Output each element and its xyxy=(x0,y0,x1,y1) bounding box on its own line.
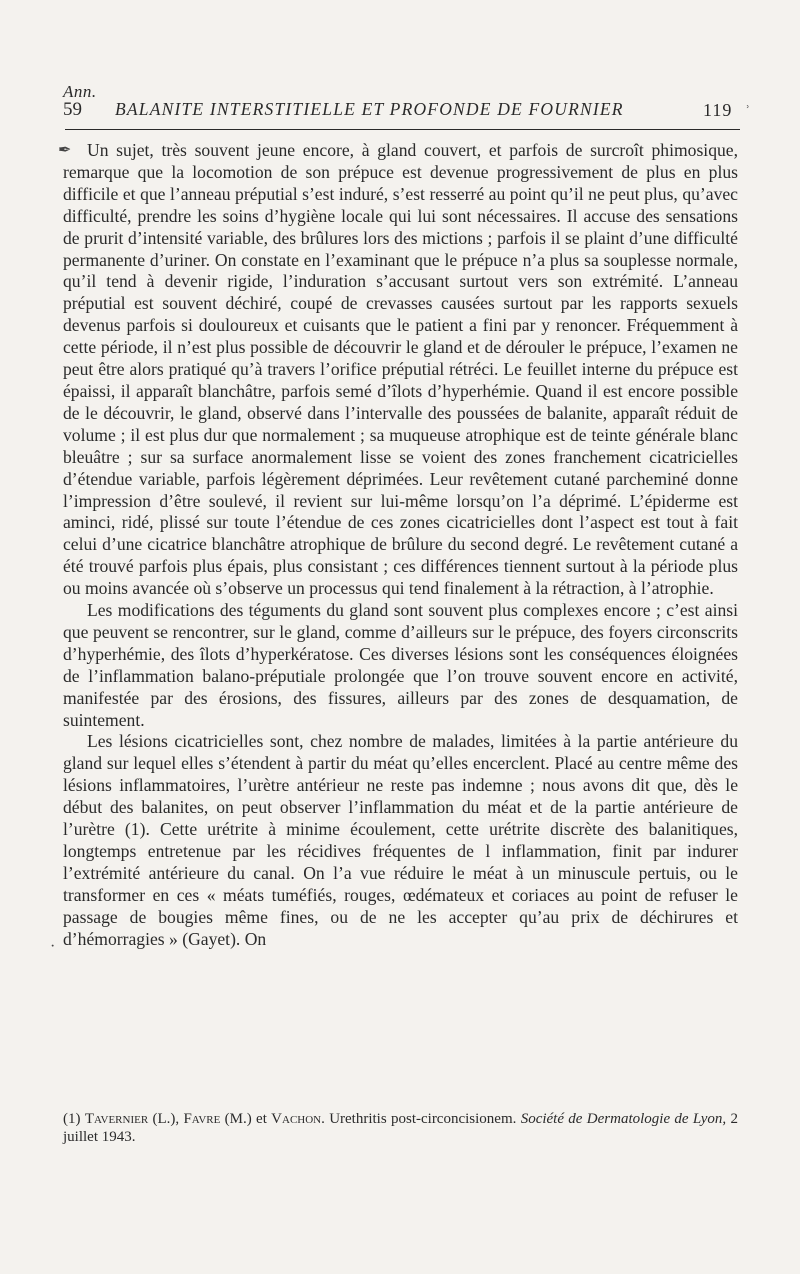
margin-mark-left: ✒ xyxy=(58,142,72,159)
running-head xyxy=(63,82,743,122)
footnote-author: Vachon. xyxy=(271,1111,325,1127)
margin-mark-dot: · xyxy=(50,938,56,955)
annotation-ann: Ann. xyxy=(63,82,97,101)
footnote-author: Tavernier xyxy=(84,1111,149,1127)
running-title: BALANITE INTERSTITIELLE ET PROFONDE DE FOURNIER xyxy=(115,99,624,119)
margin-mark-top: ˒ xyxy=(745,96,751,113)
page-number: 119 xyxy=(703,100,733,120)
footnote-number: (1) xyxy=(63,1111,81,1127)
body-text xyxy=(63,140,738,951)
volume-number: 59 xyxy=(63,99,82,120)
footnote-author: Favre xyxy=(183,1111,221,1127)
footnote-initial: (M.) et xyxy=(224,1111,267,1127)
footnote-title: Urethritis post-circoncisionem. xyxy=(329,1111,517,1127)
footnote xyxy=(63,1110,738,1146)
paragraph: Les lésions cicatricielles sont, chez nombre de malades, limitées à la partie antérieure du gland sur lequel elles s’étendent à partir du méat qu’elles encerclent. Placé au centre même des lésions inflammatoires, l’urètre antérieur ne reste pas indemne ; nous avons dit que, dès le début des balanites, on peut observer l’inflammation du méat et de la partie antérieure de l’urètre (1). Cette urétrite à minime écoulement, cette urétrite discrète des balanitiques, longtemps entretenue par les récidives fréquentes de l inflammation, finit par indurer l’extrémité antérieure du canal. On l’a vue réduire le méat à un minuscule pertuis, ou le transformer en ces « méats tuméfiés, rouges, œdémateux et coriaces au point de refuser le passage de bougies même fines, ou de ne les accepter qu’au prix de déchirures et d’hémorragies » (Gayet). On xyxy=(63,731,738,949)
paragraph: Un sujet, très souvent jeune encore, à gland couvert, et parfois de surcroît phimosique, remarque que la locomotion de son prépuce est devenue progressivement de plus en plus difficile et que l’anneau préputial s’est induré, s’est resserré au point qu’il ne peut plus, qu’avec difficulté, prendre les soins d’hygiène locale qui lui sont nécessaires. Il accuse des sensations de prurit d’intensité variable, des brûlures lors des mictions ; parfois il se plaint d’une difficulté permanente d’uriner. On constate en l’examinant que le prépuce n’a plus sa souplesse normale, qu’il tend à devenir rigide, l’induration s’accusant surtout vers son extrémité. L’anneau préputial est souvent déchiré, coupé de crevasses causées surtout par les rapports sexuels devenus parfois si douloureux et cuisants que le patient a fini par y renoncer. Fréquemment à cette période, il n’est plus possible de découvrir le gland et de dérouler le prépuce, l’examen ne peut être alors pratiqué qu’à travers l’orifice préputial rétréci. Le feuillet interne du prépuce est épaissi, il apparaît blanchâtre, parfois semé d’îlots d’hyperhémie. Quand il est encore possible de le découvrir, le gland, observé dans l’intervalle des poussées de balanite, apparaît réduit de volume ; il est plus dur que normalement ; sa muqueuse atrophique est de teinte générale blanc bleuâtre ; sur sa surface anormalement lisse se voient des zones franchement cicatricielles d’étendue variable, parfois légèrement déprimées. Leur revêtement cutané parcheminé donne l’impression d’être soulevé, il revient sur lui-même lorsqu’on l’a déprimé. L’épiderme est aminci, ridé, plissé sur toute l’étendue de ces zones cicatricielles dont l’aspect est tout à fait celui d’une cicatrice blanchâtre atrophique de brûlure du second degré. Le revêtement cutané a été trouvé parfois plus épais, plus consistant ; ces différences tiennent surtout à la période plus ou moins avancée où s’observe un processus qui tend finalement à la rétraction, à l’atrophie. xyxy=(63,140,738,599)
footnote-journal: Société de Dermatologie de Lyon, xyxy=(520,1111,727,1127)
paragraph: Les modifications des téguments du gland sont souvent plus complexes encore ; c’est ainsi que peuvent se rencontrer, sur le gland, comme d’ailleurs sur le prépuce, des foyers circonscrits d’hyperhémie, des îlots d’hyperkératose. Ces diverses lésions sont les conséquences éloignées de l’inflammation balano-préputiale prolongée que l’on trouve souvent encore en activité, manifestée par des érosions, des fissures, ailleurs par des zones de desquamation, de suintement. xyxy=(63,600,738,730)
header-rule xyxy=(65,129,740,130)
footnote-date: 2 juillet 1943. xyxy=(63,1111,738,1145)
footnote-initial: (L.), xyxy=(152,1111,180,1127)
